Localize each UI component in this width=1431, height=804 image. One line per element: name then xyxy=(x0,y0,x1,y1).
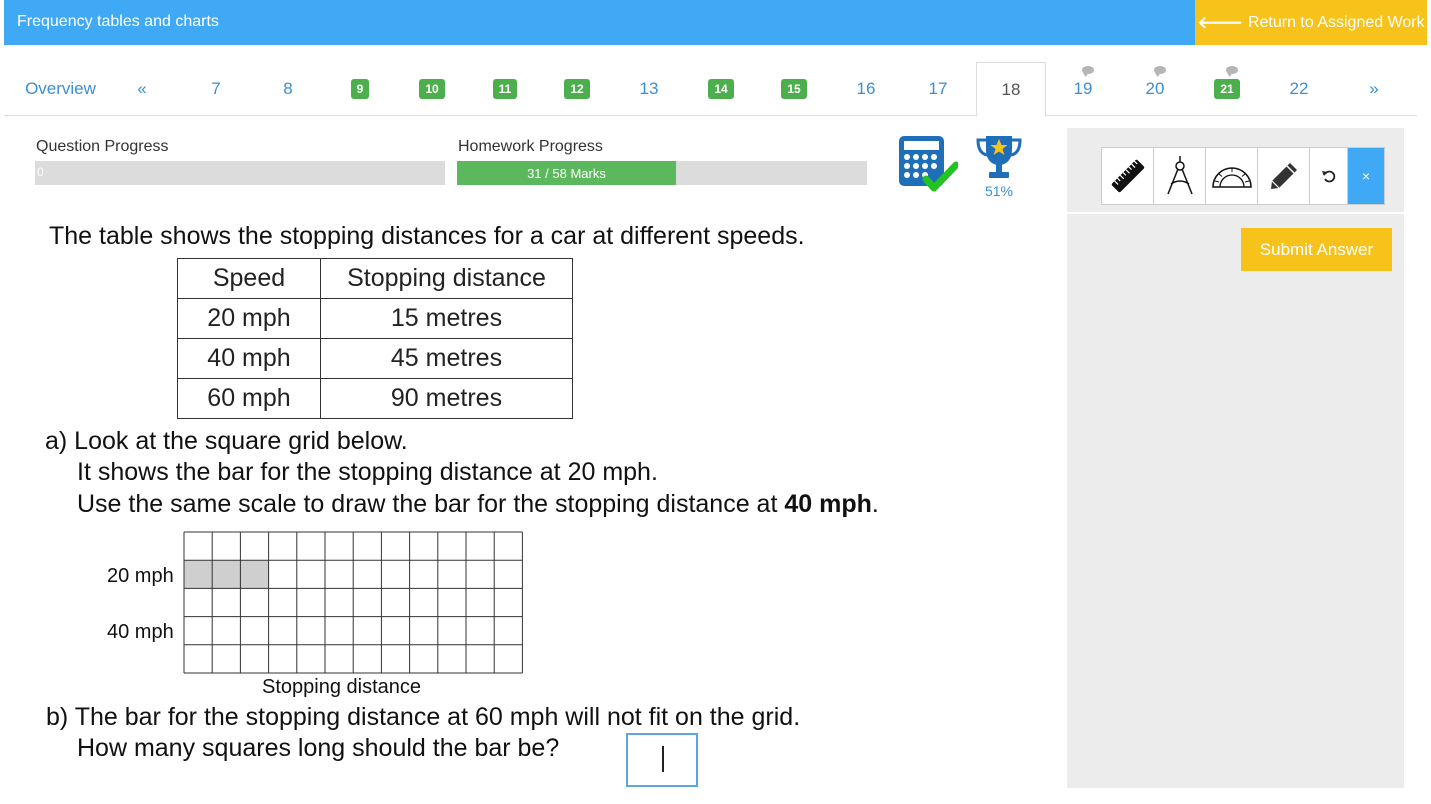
tab-question-10[interactable] xyxy=(397,62,467,116)
toolbar xyxy=(1101,147,1385,205)
part-a-line3-bold: 40 mph xyxy=(784,490,872,518)
homework-progress-label: Homework Progress xyxy=(458,138,603,155)
tab-question-21[interactable] xyxy=(1192,62,1262,116)
question-progress-bar xyxy=(35,161,445,185)
grid-caption: Stopping distance xyxy=(262,676,422,698)
tools-panel xyxy=(1067,128,1404,788)
question-progress-label: Question Progress xyxy=(36,138,169,155)
compass-icon xyxy=(1162,154,1198,198)
trophy-icon xyxy=(974,134,1024,180)
calculator-allowed-icon[interactable] xyxy=(898,135,958,195)
table-cell: 90 metres xyxy=(321,379,573,419)
part-a-line2: It shows the bar for the stopping distance at 20 mph. xyxy=(77,458,658,486)
tab-label: 7 xyxy=(211,79,221,98)
table-row xyxy=(178,379,573,419)
grid-label-40mph: 40 mph xyxy=(107,621,174,643)
tab-question-14[interactable] xyxy=(686,62,756,116)
table-cell: 20 mph xyxy=(178,299,321,339)
completed-badge: 11 xyxy=(493,79,518,99)
part-a-line3-end: . xyxy=(871,490,879,518)
tab-question-19[interactable] xyxy=(1048,62,1118,116)
table-row xyxy=(178,339,573,379)
part-b-line1: b) The bar for the stopping distance at 60 mph will not fit on the grid. xyxy=(46,703,801,731)
table-header-distance: Stopping distance xyxy=(321,259,573,299)
shaded-square xyxy=(240,560,268,588)
arrow-left-icon: 🡐 xyxy=(1197,12,1243,32)
question-tabs xyxy=(4,62,1417,116)
table-cell: 45 metres xyxy=(321,339,573,379)
tab-label: 19 xyxy=(1073,79,1093,98)
homework-progress-bar xyxy=(457,161,867,185)
stopping-distance-table xyxy=(177,258,573,419)
table-cell: 15 metres xyxy=(321,299,573,339)
table-header-speed: Speed xyxy=(178,259,321,299)
shaded-square xyxy=(184,560,212,588)
homework-progress-text: 31 / 58 Marks xyxy=(527,165,606,181)
completed-badge: 9 xyxy=(351,79,370,99)
protractor-tool-button[interactable] xyxy=(1206,148,1258,204)
completed-badge: 21 xyxy=(1214,79,1239,99)
tab-question-17[interactable] xyxy=(903,62,973,116)
shaded-square xyxy=(212,560,240,588)
grid-label-20mph: 20 mph xyxy=(107,565,174,587)
part-a-line3-text: Use the same scale to draw the bar for the stopping distance at xyxy=(77,490,785,518)
compass-tool-button[interactable] xyxy=(1154,148,1206,204)
tab-question-8[interactable] xyxy=(253,62,323,116)
undo-icon xyxy=(1321,168,1337,184)
tab-label: « xyxy=(137,79,147,98)
part-a-line3 xyxy=(77,490,879,519)
trophy-percent: 51% xyxy=(984,183,1014,199)
close-tools-button[interactable] xyxy=(1348,148,1384,204)
homework-progress-fill xyxy=(457,161,676,185)
tab-question-18[interactable] xyxy=(976,62,1046,117)
tab-question-13[interactable] xyxy=(614,62,684,116)
tab-question-20[interactable] xyxy=(1120,62,1190,116)
tab-question-22[interactable] xyxy=(1264,62,1334,116)
comment-icon xyxy=(1154,66,1166,74)
page-title: Frequency tables and charts xyxy=(17,13,219,30)
tab-label: Overview xyxy=(25,79,96,98)
tab-label: 22 xyxy=(1289,79,1309,98)
return-button-label: Return to Assigned Work xyxy=(1247,13,1425,31)
completed-badge: 14 xyxy=(708,79,733,99)
submit-answer-button[interactable]: Submit Answer xyxy=(1241,228,1392,271)
top-header xyxy=(4,0,1427,45)
undo-tool-button[interactable] xyxy=(1310,148,1348,204)
comment-icon xyxy=(1082,66,1094,74)
close-icon: × xyxy=(1361,168,1371,184)
tab-label: 17 xyxy=(928,79,948,98)
tab-next[interactable] xyxy=(1336,62,1412,116)
return-to-assigned-work-button[interactable] xyxy=(1195,0,1427,45)
table-header-row xyxy=(178,259,573,299)
completed-badge: 12 xyxy=(564,79,589,99)
question-intro: The table shows the stopping distances for a car at different speeds. xyxy=(49,222,805,250)
pencil-tool-button[interactable] xyxy=(1258,148,1310,204)
part-b-line2: How many squares long should the bar be? xyxy=(77,734,560,762)
bar-drawing-grid[interactable] xyxy=(183,531,524,674)
tab-question-12[interactable] xyxy=(542,62,612,116)
question-progress-value: 0 xyxy=(37,165,44,179)
text-caret xyxy=(662,746,664,772)
table-cell: 40 mph xyxy=(178,339,321,379)
tab-question-9[interactable] xyxy=(325,62,395,116)
tab-overview[interactable] xyxy=(4,62,117,116)
tab-label: 13 xyxy=(639,79,659,98)
tab-prev[interactable] xyxy=(117,62,167,116)
pencil-icon xyxy=(1268,160,1300,192)
tab-label: 16 xyxy=(856,79,876,98)
completed-badge: 10 xyxy=(419,79,444,99)
tools-panel-header xyxy=(1067,128,1404,214)
tab-question-15[interactable] xyxy=(759,62,829,116)
ruler-icon xyxy=(1108,156,1148,196)
part-a-line1: a) Look at the square grid below. xyxy=(45,427,408,455)
tab-question-7[interactable] xyxy=(181,62,251,116)
ruler-tool-button[interactable] xyxy=(1102,148,1154,204)
table-row xyxy=(178,299,573,339)
tab-label: 18 xyxy=(1001,79,1021,99)
tab-label: 8 xyxy=(283,79,293,98)
tab-label: » xyxy=(1369,79,1379,98)
tab-label: 20 xyxy=(1145,79,1165,98)
tab-question-11[interactable] xyxy=(470,62,540,116)
comment-icon xyxy=(1226,66,1238,74)
protractor-icon xyxy=(1211,161,1253,191)
completed-badge: 15 xyxy=(781,79,806,99)
table-cell: 60 mph xyxy=(178,379,321,419)
tab-question-16[interactable] xyxy=(831,62,901,116)
